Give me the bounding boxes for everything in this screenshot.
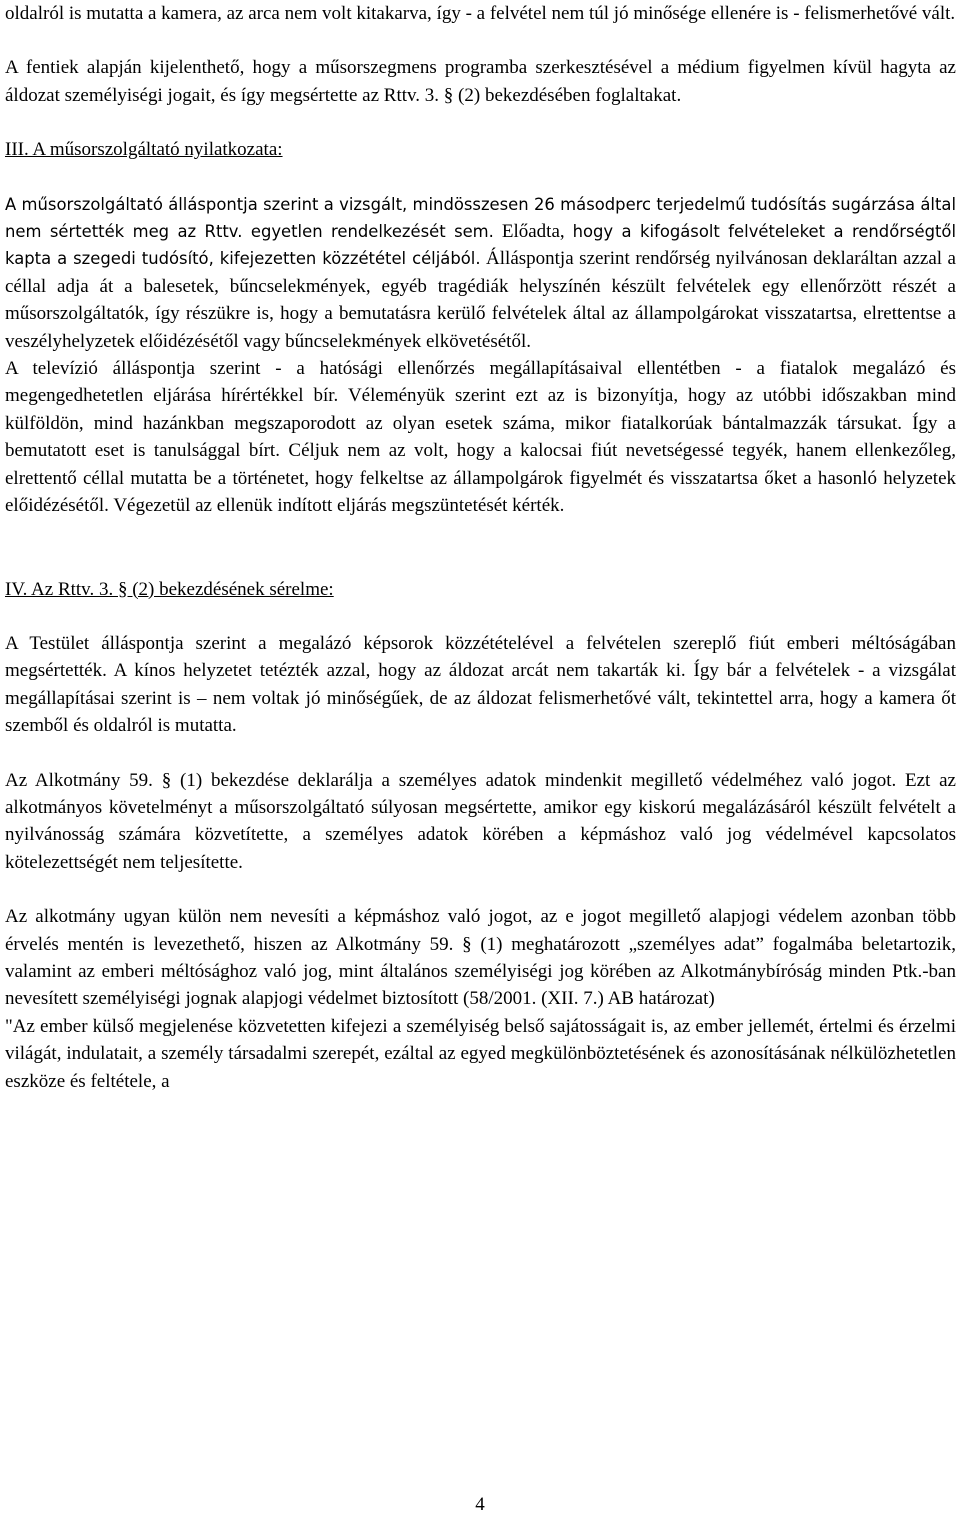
section-heading-iii: III. A műsorszolgáltató nyilatkozata: [5,139,283,161]
statement-sans-part: A műsorszolgáltató álláspontja szerint a vizsgált, mindösszesen 26 másodperc terjedelmű tudósítás sugárzása által nem sértették meg az Rttv. egyetlen rendelkezését sem. [5,194,956,242]
paragraph-quotation: "Az ember külső megjelenése közvetetten kifejezi a személyiség belső sajátosságait is, az ember jellemét, értelmi és érzelmi világát, indulatait, a személy társadalmi szerepét, ezáltal az egyed megkülönböztetésének és azonosításának nélkülözhetetlen eszköze és feltétele, a [5,1015,956,1092]
section-heading-iv: IV. Az Rttv. 3. § (2) bekezdésének sérelme: [5,578,334,600]
paragraph-conclusion: A fentiek alapján kijelenthető, hogy a műsorszegmens programba szerkesztésével a médium figyelmen kívül hagyta az áldozat személyiségi jogait, és így megsértette az Rttv. 3. § (2) bekezdésében foglaltakat. [5,57,956,106]
statement-serif-part-2: Álláspontja szerint rendőrség nyilvánosan deklaráltan azzal a céllal adja át a balesetek, bűncselekmények, egyéb tragédiák helyszínén készült felvételek egy ellenőrzött részét a műsorszolgáltatók, így részükre is, hogy a bemutatásra kerülő felvételek által az állampolgárokat visszatartsa, elrettentse a veszélyhelyzetek előidézésétől vagy bűncselekmények elkövetésétől. [5,248,956,352]
paragraph-broadcaster-statement [5,191,956,355]
spacer [5,603,956,630]
paragraph-board-position: A Testület álláspontja szerint a megalázó képsorok közzétételével a felvételen szereplő fiút emberi méltóságában megsértették. A kínos helyzetet tetézték azzal, hogy az áldozat arcát nem takarták ki. Így bár a felvételek - a vizsgálat megállapításai szerint is – nem voltak jó minőségűek, de az áldozat felismerhetővé vált, tekintettel arra, hogy a kamera őt szemből és oldalról is mutatta. [5,632,956,737]
paragraph-image-right: Az alkotmány ugyan külön nem nevesíti a képmáshoz való jogot, az e jogot megillető alapjogi védelem azonban több érvelés mentén is levezethető, hiszen az Alkotmány 59. § (1) meghatározott „személyes adat” fogalmába beletartozik, valamint az emberi méltósághoz való jog, mint általános személyiségi jog körében az Alkotmánybíróság minden Ptk.-ban nevesített személyiségi jognak alapjogi védelmet biztosított (58/2001. (XII. 7.) AB határozat) [5,906,956,1010]
statement-sans-part-2: hogy a kifogásolt felvételeket a rendőrségtől kapta a szegedi tudósító, kifejezetten közzététel céljából. [5,222,956,269]
spacer [5,876,956,903]
spacer [5,164,956,191]
spacer [5,520,956,576]
spacer [5,27,956,54]
spacer [5,740,956,767]
spacer [5,109,956,136]
page-number: 4 [475,1494,485,1515]
paragraph-television-position: A televízió álláspontja szerint - a hatósági ellenőrzés megállapításaival ellentétben - a fiatalok megalázó és megengedhetetlen eljárása hírértékkel bír. Véleményük szerint ezt az is bizonyítja, hogy az utóbbi időszakban mind külföldön, mind hazánkban megszaporodott az olyan esetek száma, mikor fiatalkorúak bántalmazzák társukat. Így a bemutatott eset is tanulsággal bírt. Céljuk nem az volt, hogy a kalocsai fiút nevetségessé tegyék, hanem ellenkezőleg, elrettentő céllal mutatta be a történetet, hogy felkeltse az állampolgárok figyelmét és visszatartsa őket a hasonló helyzetek előidézésétől. Végezetül az ellenük indított eljárás megszüntetését kérték. [5,358,956,517]
paragraph-constitution-59: Az Alkotmány 59. § (1) bekezdése deklarálja a személyes adatok mindenkit megillető védelméhez való jogot. Ezt az alkotmányos követelményt a műsorszolgáltató súlyosan megsértette, amikor egy kiskorú megalázásáról készült felvételt a nyilvánosság számára közvetítette, a személyes adatok körében a képmáshoz való jog védelmével kapcsolatos kötelezettségét nem teljesítette. [5,769,956,873]
statement-serif-part: Előadta, [493,221,573,243]
paragraph-continuation: oldalról is mutatta a kamera, az arca nem volt kitakarva, így - a felvétel nem túl jó minősége ellenére is - felismerhetővé vált. [5,3,956,24]
